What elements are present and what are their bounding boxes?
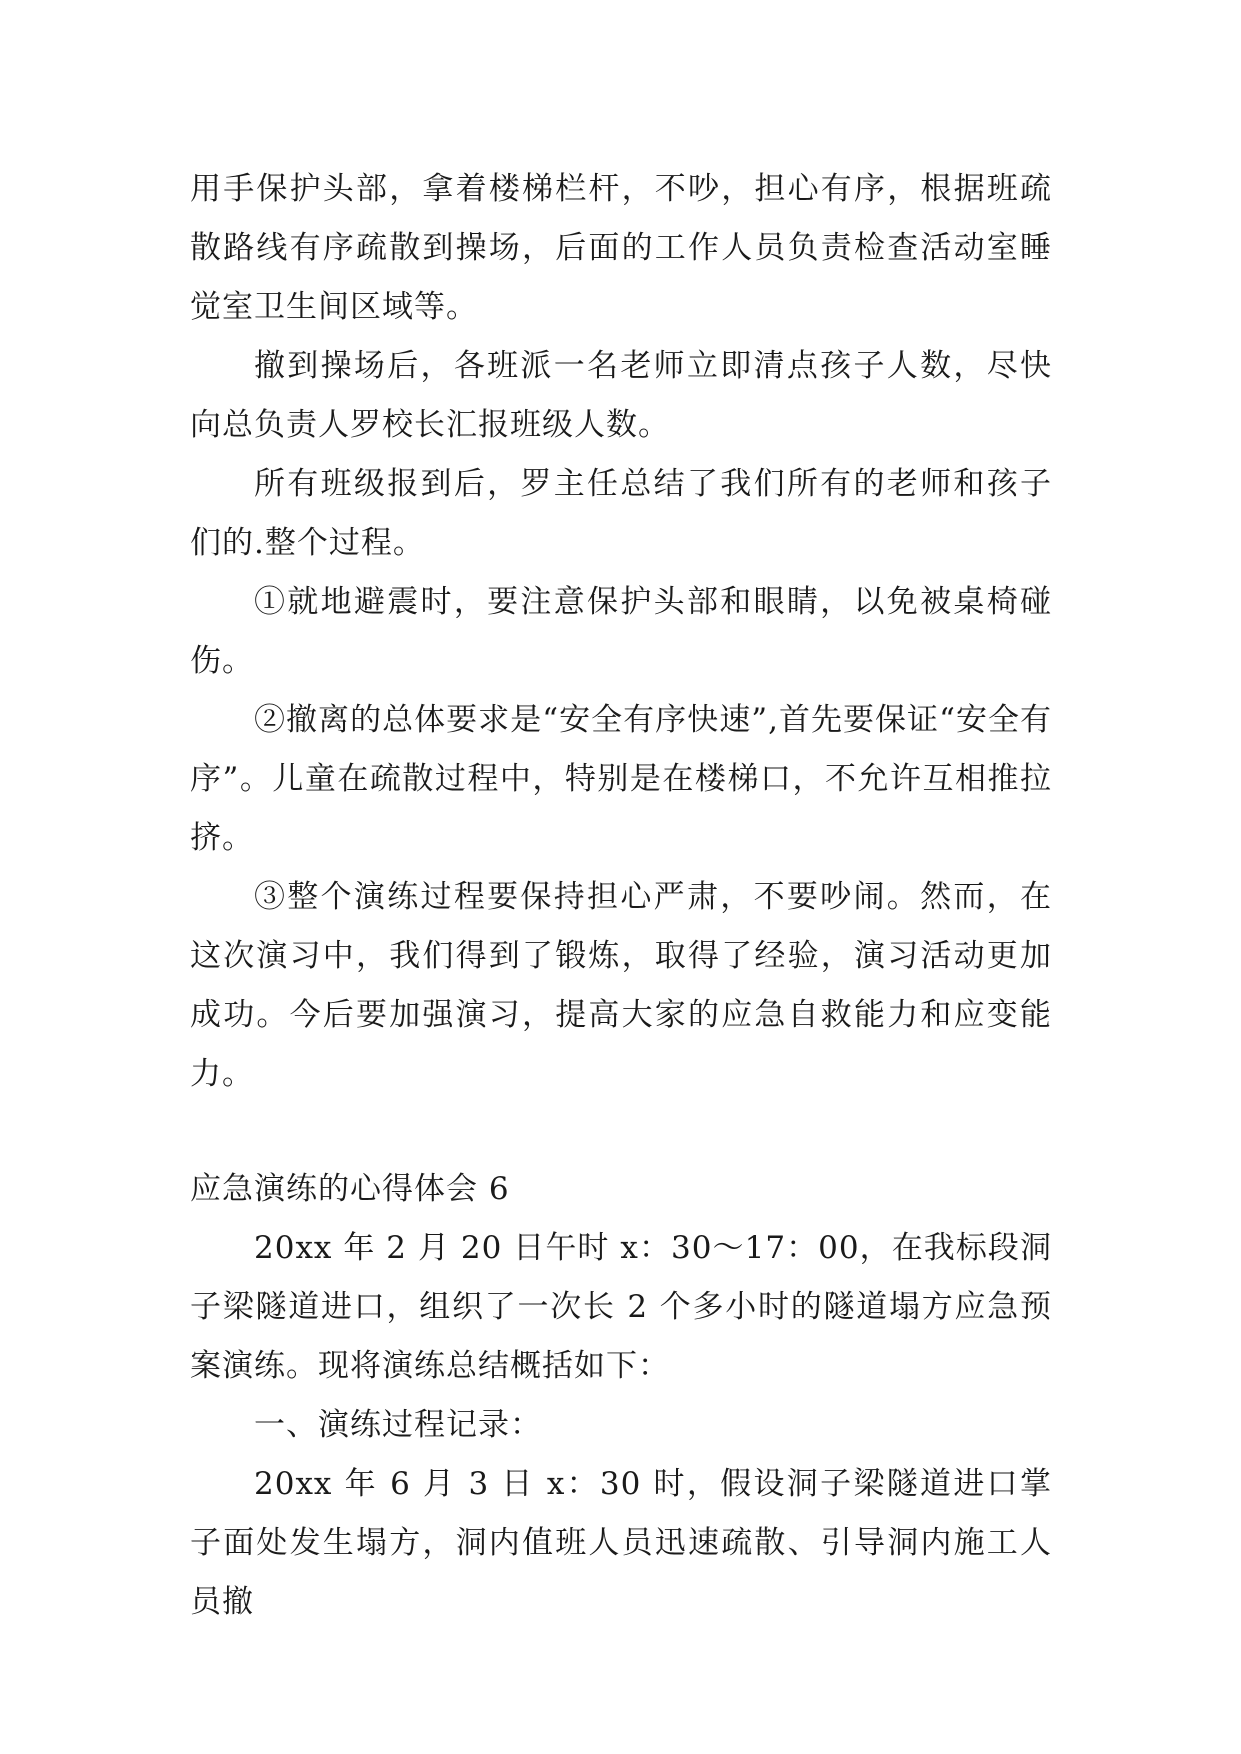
section-title: 应急演练的心得体会 6 <box>190 1171 510 1207</box>
paragraph: ①就地避震时，要注意保护头部和眼睛，以免被桌椅碰伤。 <box>190 584 1052 679</box>
section-spacer <box>190 1104 1052 1160</box>
paragraph: 20xx 年 2 月 20 日午时 x：30～17：00，在我标段洞子梁隧道进口，组织了一次长 2 个多小时的隧道塌方应急预案演练。现将演练总结概括如下： <box>190 1230 1052 1384</box>
paragraph: 撤到操场后，各班派一名老师立即清点孩子人数，尽快向总负责人罗校长汇报班级人数。 <box>190 348 1052 443</box>
paragraph: 20xx 年 6 月 3 日 x：30 时，假设洞子梁隧道进口掌子面处发生塌方，洞内值班人员迅速疏散、引导洞内施工人员撤 <box>190 1466 1052 1620</box>
paragraph: 一、演练过程记录： <box>254 1407 542 1443</box>
document-body <box>190 160 1052 1632</box>
paragraph: ③整个演练过程要保持担心严肃，不要吵闹。然而，在这次演习中，我们得到了锻炼，取得了经验，演习活动更加成功。今后要加强演习，提高大家的应急自救能力和应变能力。 <box>190 879 1052 1092</box>
paragraph: 用手保护头部，拿着楼梯栏杆，不吵，担心有序，根据班疏散路线有序疏散到操场，后面的工作人员负责检查活动室睡觉室卫生间区域等。 <box>190 171 1052 325</box>
paragraph: ②撤离的总体要求是“安全有序快速”,首先要保证“安全有序”。儿童在疏散过程中，特别是在楼梯口，不允许互相推拉挤。 <box>190 702 1052 856</box>
paragraph: 所有班级报到后，罗主任总结了我们所有的老师和孩子们的.整个过程。 <box>190 466 1052 561</box>
